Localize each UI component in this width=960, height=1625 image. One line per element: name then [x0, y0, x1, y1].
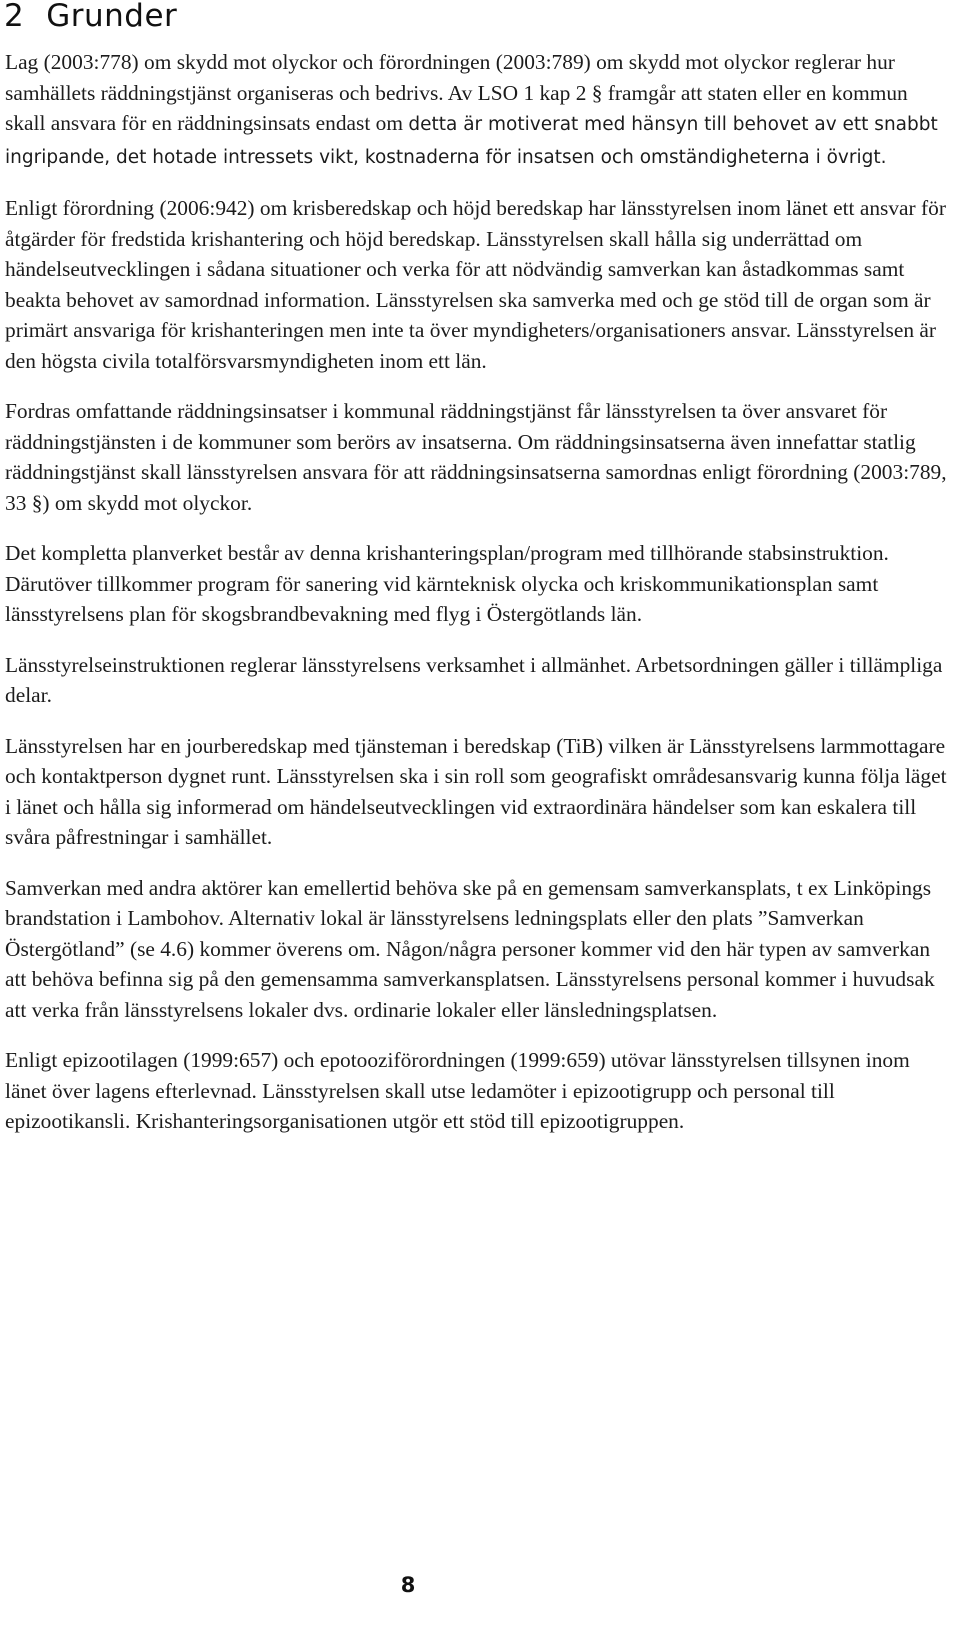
- page-number: 8: [400, 1573, 416, 1597]
- section-number: 2: [4, 0, 25, 34]
- document-body: [5, 47, 950, 1157]
- paragraph-5: Länsstyrelseinstruktionen reglerar länsstyrelsens verksamhet i allmänhet. Arbetsordningen gäller i tillämpliga delar.: [5, 652, 943, 707]
- paragraph-8: Enligt epizootilagen (1999:657) och epotooziförordningen (1999:659) utövar länsstyrelsen tillsynen inom länet över lagens efterlevnad. Länsstyrelsen skall utse ledamöter i epizootigrupp och personal till epizootikansli. Krishanteringsorganisationen utgör ett stöd till epizootigruppen.: [5, 1048, 910, 1133]
- paragraph-4: Det kompletta planverket består av denna krishanteringsplan/program med tillhörande stabsinstruktion. Därutöver tillkommer program för sanering vid kärnteknisk olycka och kriskommunikationsplan samt länsstyrelsens plan för skogsbrandbevakning med flyg i Östergötlands län.: [5, 541, 889, 626]
- section-heading: [4, 0, 177, 34]
- section-title: Grunder: [46, 0, 178, 34]
- paragraph-1-part-b: detta är motiverat med hänsyn till behovet av ett snabbt ingripande, det hotade intressets vikt, kostnaderna för insatsen och omständigheterna i övrigt.: [5, 114, 938, 168]
- paragraph-1-part-a: Lag (2003:778) om skydd mot olyckor och förordningen (2003:789) om skydd mot olyckor reglerar hur samhällets räddningstjänst organiseras och bedrivs. Av LSO 1 kap 2 § framgår att staten eller en kommun skall ansvara för en räddningsinsats endast om: [5, 50, 908, 135]
- paragraph-1: [5, 47, 950, 173]
- paragraph-2: Enligt förordning (2006:942) om krisberedskap och höjd beredskap har länsstyrelsen inom länet ett ansvar för åtgärder för fredstida krishantering och höjd beredskap. Länsstyrelsen skall hålla sig underrättad om händelseutvecklingen i sådana situationer och verka för att nödvändig samverkan kan åstadkommas samt beakta behovet av samordnad information. Länsstyrelsen ska samverka med och ge stöd till de organ som är primärt ansvariga för krishanteringen men inte ta över myndigheters/organisationers ansvar. Länsstyrelsen är den högsta civila totalförsvarsmyndigheten inom ett län.: [5, 196, 946, 373]
- paragraph-3: Fordras omfattande räddningsinsatser i kommunal räddningstjänst får länsstyrelsen ta över ansvaret för räddningstjänsten i de kommuner som berörs av insatserna. Om räddningsinsatserna även innefattar statlig räddningstjänst skall länsstyrelsen ansvara för att räddningsinsatserna samordnas enligt förordning (2003:789, 33 §) om skydd mot olyckor.: [5, 399, 947, 515]
- paragraph-6: Länsstyrelsen har en jourberedskap med tjänsteman i beredskap (TiB) vilken är Länsstyrelsens larmmottagare och kontaktperson dygnet runt. Länsstyrelsen ska i sin roll som geografiskt områdesansvarig kunna följa läget i länet och hålla sig informerad om händelseutvecklingen vid extraordinära händelser som kan eskalera till svåra påfrestningar i samhället.: [5, 733, 947, 849]
- paragraph-7: Samverkan med andra aktörer kan emellertid behöva ske på en gemensam samverkansplats, t ex Linköpings brandstation i Lambohov. Alternativ lokal är länsstyrelsens ledningsplats eller den plats ”Samverkan Östergötland” (se 4.6) kommer överens om. Någon/några personer kommer vid den här typen av samverkan att behöva befinna sig på den gemensamma samverkansplatsen. Länsstyrelsens personal kommer i huvudsak att verka från länsstyrelsens lokaler dvs. ordinarie lokaler eller länsledningsplatsen.: [5, 875, 935, 1022]
